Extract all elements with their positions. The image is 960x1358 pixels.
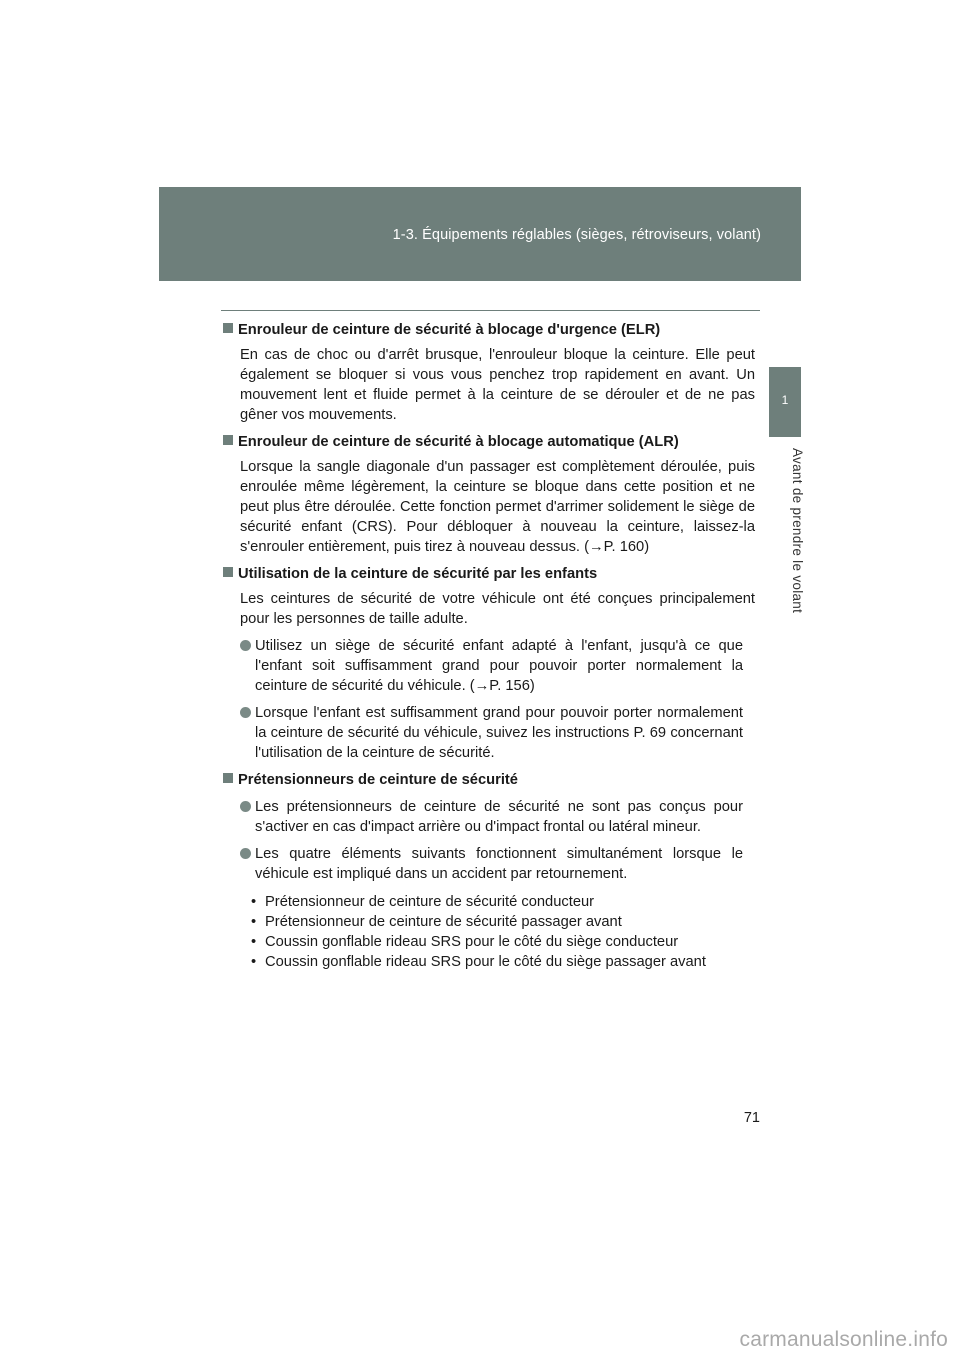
sub-list-text: Prétensionneur de ceinture de sécurité passager avant [265,914,622,930]
section-heading-pretensioners [223,770,755,790]
paragraph-children: Les ceintures de sécurité de votre véhicule ont été conçues principalement pour les personnes de taille adulte. [240,591,755,627]
paragraph-elr: En cas de choc ou d'arrêt brusque, l'enrouleur bloque la ceinture. Elle peut également se bloquer si vous vous penchez trop rapidement en avant. Un mouvement lent et fluide permet à la ceinture de se dérouler et de ne pas gêner vos mouvements. [240,347,755,423]
small-dot-icon: • [251,954,257,970]
square-bullet-icon [223,323,233,333]
chapter-label: Avant de prendre le volant [790,448,805,614]
watermark-link[interactable]: carmanualsonline.info [739,1328,948,1351]
list-item [240,844,755,884]
list-item [240,636,755,696]
circle-bullet-icon [240,640,251,651]
small-dot-icon: • [251,934,257,950]
circle-bullet-icon [240,801,251,812]
heading-text: Utilisation de la ceinture de sécurité par les enfants [238,566,598,582]
chapter-number: 1 [781,393,789,407]
header-band [159,187,801,281]
list-item [240,797,755,837]
small-dot-icon: • [251,894,257,910]
square-bullet-icon [223,435,233,445]
sub-list-text: Coussin gonflable rideau SRS pour le côté du siège passager avant [265,954,706,970]
square-bullet-icon [223,773,233,783]
list-item-text: Les prétensionneurs de ceinture de sécurité ne sont pas conçus pour s'activer en cas d'impact arrière ou d'impact frontal ou latéral mineur. [255,799,743,835]
sub-list-text: Coussin gonflable rideau SRS pour le côté du siège conducteur [265,934,679,950]
list-item-text: Les quatre éléments suivants fonctionnent simultanément lorsque le véhicule est impliqué dans un accident par retournement. [255,846,743,882]
circle-bullet-icon [240,848,251,859]
heading-text: Enrouleur de ceinture de sécurité à blocage automatique (ALR) [238,434,679,450]
list-item [240,703,755,763]
sub-list-item [251,912,755,932]
sub-list-item [251,952,755,972]
section-heading-alr [223,432,755,452]
list-item-text: Utilisez un siège de sécurité enfant adapté à l'enfant, jusqu'à ce que l'enfant soit suffisamment grand pour pouvoir porter normalement la ceinture de sécurité du véhicule. (→P. 156) [255,638,743,694]
page-content [223,320,755,972]
header-divider [221,310,760,311]
sub-list-item [251,932,755,952]
paragraph-alr: Lorsque la sangle diagonale d'un passager est complètement déroulée, puis enroulée même légèrement, la ceinture se bloque dans cette position et ne peut plus être déroulée. Cette fonction permet d'arrimer solidement le siège de sécurité enfant (CRS). Pour débloquer à nouveau la ceinture, laissez-la s'enrouler entièrement, puis tirez à nouveau dessus. (→P. 160) [240,459,755,555]
section-heading-elr [223,320,755,340]
section-title: 1-3. Équipements réglables (sièges, rétroviseurs, volant) [392,227,761,243]
chapter-tab[interactable] [769,367,801,437]
circle-bullet-icon [240,707,251,718]
sub-list-item [251,892,755,912]
heading-text: Prétensionneurs de ceinture de sécurité [238,772,518,788]
list-item-text: Lorsque l'enfant est suffisamment grand pour pouvoir porter normalement la ceinture de sécurité du véhicule, suivez les instructions P. 69 concernant l'utilisation de la ceinture de sécurité. [255,705,743,761]
heading-text: Enrouleur de ceinture de sécurité à blocage d'urgence (ELR) [238,322,661,338]
component-list [251,892,755,972]
sub-list-text: Prétensionneur de ceinture de sécurité conducteur [265,894,595,910]
small-dot-icon: • [251,914,257,930]
page-number: 71 [743,1110,760,1126]
square-bullet-icon [223,567,233,577]
section-heading-children [223,564,755,584]
